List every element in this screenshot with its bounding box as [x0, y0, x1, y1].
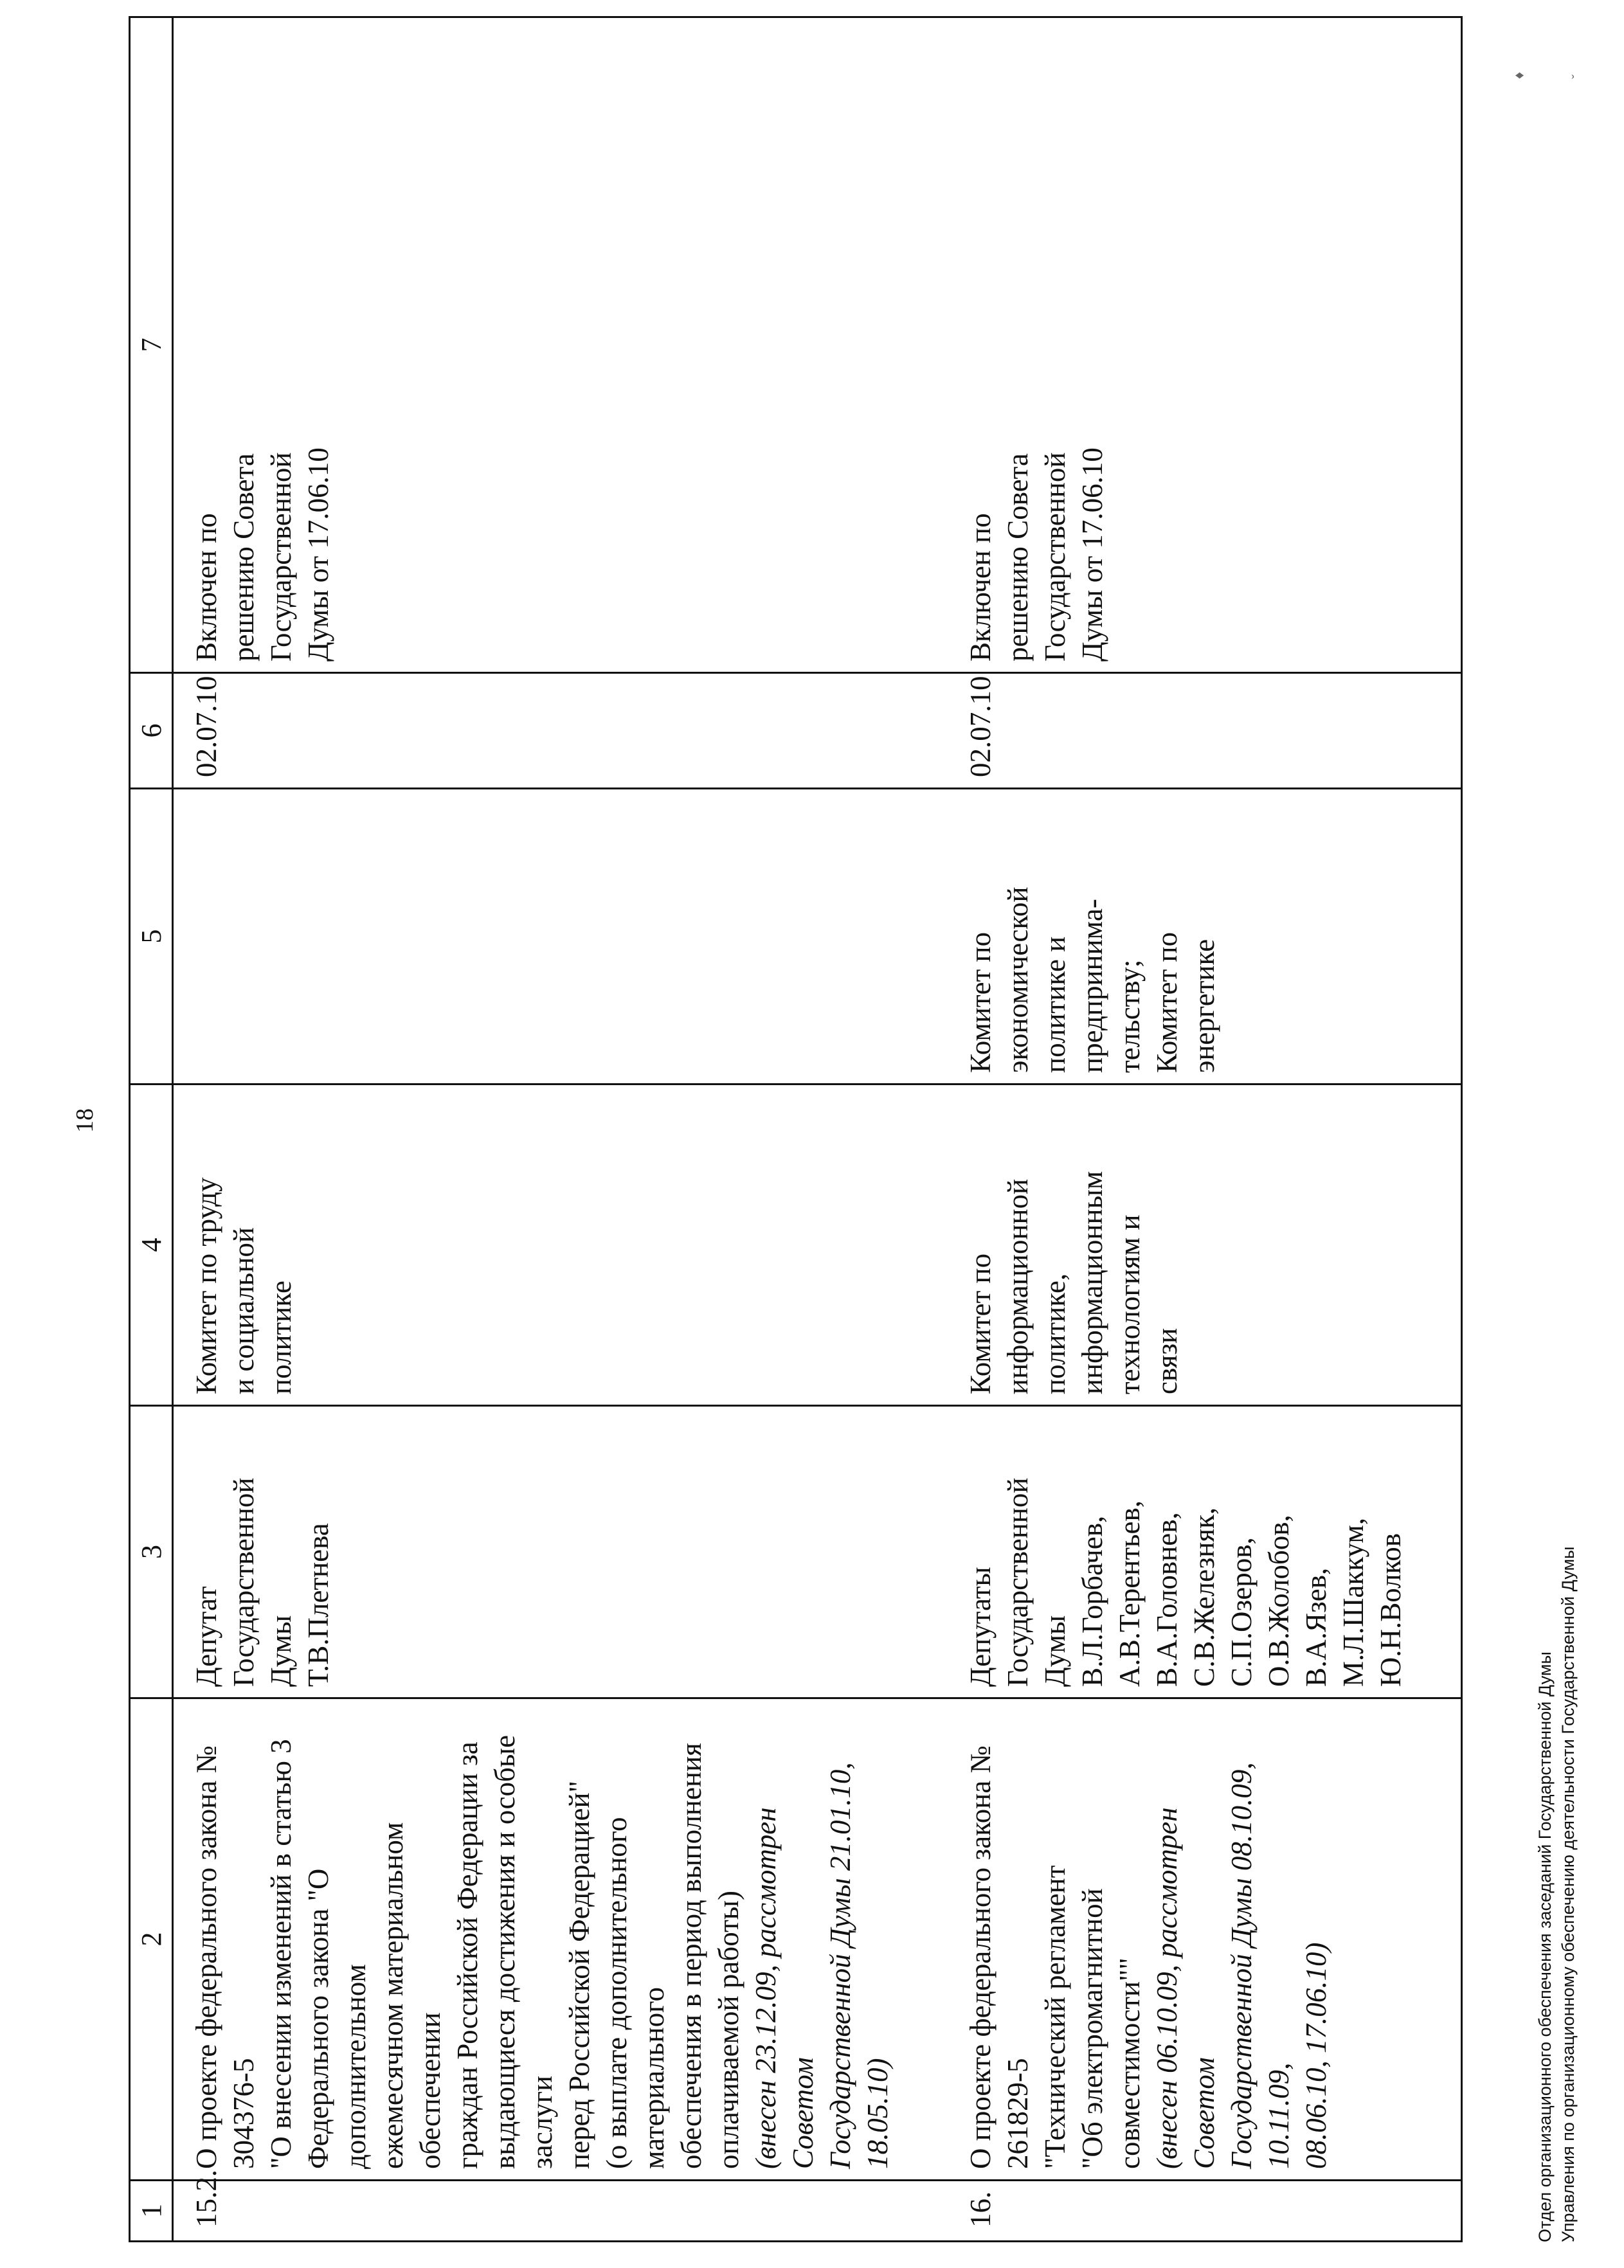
- author-line: А.В.Терентьев,: [1114, 1500, 1146, 1687]
- note-line: Думы от 17.06.10: [1076, 447, 1108, 662]
- author-line: Депутат: [190, 1586, 222, 1687]
- note-line: Государственной: [1039, 452, 1071, 662]
- author-line: В.Л.Горбачев,: [1076, 1515, 1108, 1687]
- header-row: [130, 17, 173, 2242]
- co-committee: [173, 789, 948, 1084]
- col-header-2: 2: [130, 1698, 173, 2181]
- scan-mark: ♦: [1511, 71, 1527, 79]
- author-line: Думы: [265, 1615, 297, 1687]
- co-committee-line: предпринима-: [1076, 899, 1108, 1073]
- author-line: В.А.Головнев,: [1151, 1512, 1183, 1687]
- co-committee-line: экономической: [1002, 887, 1034, 1073]
- bill-history-note: Государственной Думы 21.01.10, 18.05.10): [824, 1762, 894, 2169]
- note-line: решению Совета: [1002, 453, 1034, 662]
- title-line: выдающиеся достижения и особые заслуги: [489, 1734, 558, 2169]
- note-line: решению Совета: [228, 453, 260, 662]
- title-line: "О внесении изменений в статью 3: [265, 1739, 297, 2169]
- title-line: перед Российской Федерацией": [563, 1781, 595, 2169]
- inclusion-note: [173, 17, 948, 673]
- committee-line: политике,: [1039, 1273, 1071, 1394]
- title-line: оплачиваемой работы): [712, 1891, 744, 2169]
- committee-line: Комитет по труду: [190, 1177, 222, 1394]
- page-footer: [1533, 1547, 1580, 2242]
- note-line: Включен по: [964, 513, 997, 662]
- col-header-6: 6: [130, 673, 173, 789]
- bill-history-note: Государственной Думы 08.10.09, 10.11.09,: [1225, 1762, 1295, 2169]
- title-line: "Об электромагнитной совместимости"": [1076, 1888, 1146, 2169]
- title-line: О проекте федерального закона № 304376-5: [190, 1745, 260, 2169]
- review-date: 02.07.10: [948, 673, 1462, 789]
- inclusion-note: [948, 17, 1462, 673]
- author-line: Государственной: [1002, 1477, 1034, 1687]
- bill-history-note: (внесен 23.12.09, рассмотрен Советом: [750, 1807, 819, 2169]
- scan-mark: ˇ: [1569, 74, 1585, 79]
- col-header-7: 7: [130, 17, 173, 673]
- bill-history-note: (внесен 06.10.09, рассмотрен Советом: [1151, 1807, 1220, 2169]
- note-line: Думы от 17.06.10: [302, 447, 334, 662]
- page-number: 18: [71, 1108, 98, 1133]
- author-line: О.В.Жолобов,: [1263, 1515, 1295, 1687]
- col-header-4: 4: [130, 1084, 173, 1406]
- footer-line: Управления по организационному обеспечению деятельности Государственной Думы: [1558, 1546, 1578, 2242]
- responsible-committee: [173, 1084, 948, 1406]
- committee-line: и социальной: [228, 1227, 260, 1394]
- committee-line: информационным: [1076, 1171, 1108, 1394]
- responsible-committee: [948, 1084, 1462, 1406]
- author-line: В.А.Язев,: [1300, 1567, 1332, 1687]
- bill-authors: [173, 1406, 948, 1698]
- agenda-table: [129, 16, 1463, 2242]
- committee-line: Комитет по: [964, 1253, 997, 1394]
- author-line: С.В.Железняк,: [1188, 1507, 1220, 1687]
- co-committee-line: Комитет по: [1151, 932, 1183, 1073]
- title-line: граждан Российской Федерации за: [451, 1742, 483, 2169]
- footer-line: Отдел организационного обеспечения заседаний Государственной Думы: [1535, 1652, 1555, 2242]
- author-line: М.Л.Шаккум,: [1337, 1517, 1369, 1687]
- co-committee-line: политике и: [1039, 936, 1071, 1073]
- bill-title: [948, 1698, 1462, 2181]
- committee-line: политике: [265, 1281, 297, 1394]
- bill-history-note: 08.06.10, 17.06.10): [1300, 1942, 1332, 2169]
- note-line: Включен по: [190, 513, 222, 662]
- author-line: Т.В.Плетнева: [302, 1523, 334, 1687]
- bill-authors: [948, 1406, 1462, 1698]
- bill-title: [173, 1698, 948, 2181]
- author-line: Депутаты: [964, 1567, 997, 1687]
- co-committee-line: тельству;: [1114, 959, 1146, 1073]
- table-row: [173, 17, 948, 2242]
- title-line: обеспечения в период выполнения: [675, 1743, 707, 2169]
- col-header-5: 5: [130, 789, 173, 1084]
- col-header-3: 3: [130, 1406, 173, 1698]
- author-line: Ю.Н.Волков: [1375, 1533, 1407, 1687]
- committee-line: информационной: [1002, 1178, 1034, 1394]
- committee-line: технологиям и: [1114, 1214, 1146, 1394]
- author-line: С.П.Озеров,: [1225, 1537, 1258, 1687]
- review-date: 02.07.10: [173, 673, 948, 789]
- table-row: [948, 17, 1462, 2242]
- note-line: Государственной: [265, 452, 297, 662]
- row-number: 16.: [948, 2181, 1462, 2242]
- author-line: Думы: [1039, 1615, 1071, 1687]
- co-committee: [948, 789, 1462, 1084]
- co-committee-line: энергетике: [1188, 939, 1220, 1073]
- title-line: (о выплате дополнительного материального: [600, 1817, 670, 2169]
- author-line: Государственной: [228, 1477, 260, 1687]
- co-committee-line: Комитет по: [964, 932, 997, 1073]
- committee-line: связи: [1151, 1328, 1183, 1394]
- title-line: О проекте федерального закона № 261829-5: [964, 1745, 1034, 2169]
- col-header-1: 1: [130, 2181, 173, 2242]
- title-line: ежемесячном материальном обеспечении: [377, 1822, 446, 2169]
- row-number: 15.2.: [173, 2181, 948, 2242]
- title-line: "Технический регламент: [1039, 1865, 1071, 2169]
- title-line: Федерального закона "О дополнительном: [302, 1868, 372, 2169]
